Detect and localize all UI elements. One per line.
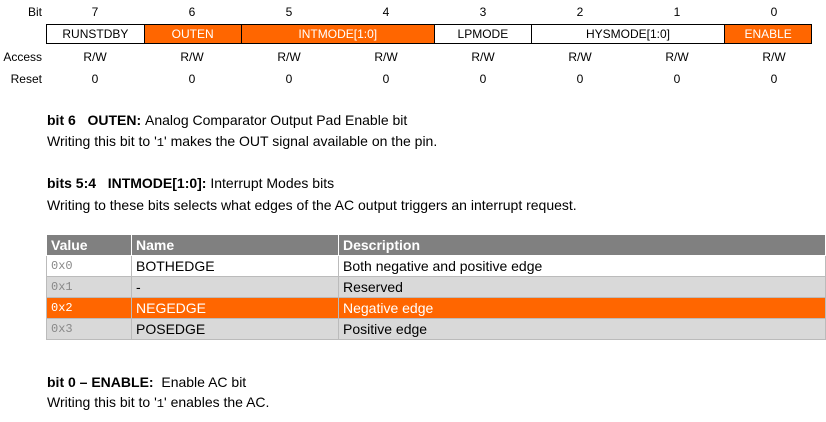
reset-value: 0: [188, 72, 196, 86]
reset-value: 0: [382, 72, 390, 86]
access-value: R/W: [83, 50, 107, 64]
enable-title: Enable AC bit: [161, 374, 247, 390]
cell-name: NEGEDGE: [132, 298, 339, 319]
intmode-title: Interrupt Modes bits: [210, 175, 335, 191]
bit-number: 1: [673, 5, 681, 19]
field-lpmode: LPMODE: [435, 25, 532, 43]
intmode-bit-label: bits 5:4: [47, 175, 97, 191]
column-header-description: Description: [339, 235, 826, 256]
outen-desc-text-end: ' makes the OUT signal available on the pin.: [164, 133, 438, 149]
enable-desc-text-end: ' enables the AC.: [164, 394, 270, 410]
cell-name: POSEDGE: [132, 319, 339, 340]
outen-field-name: OUTEN:: [87, 112, 142, 128]
cell-value: 0x1: [47, 277, 132, 298]
cell-description: Both negative and positive edge: [339, 256, 826, 277]
field-hysmode: HYSMODE[1:0]: [532, 25, 726, 43]
access-row-label: Access: [3, 50, 42, 64]
intmode-description: Writing to these bits selects what edges of the AC output triggers an interrupt request.: [47, 197, 577, 213]
access-value: R/W: [471, 50, 495, 64]
cell-description: Reserved: [339, 277, 826, 298]
outen-title: Analog Comparator Output Pad Enable bit: [145, 112, 408, 128]
reset-value: 0: [91, 72, 99, 86]
reset-value: 0: [479, 72, 487, 86]
access-value: R/W: [762, 50, 786, 64]
access-value: R/W: [180, 50, 204, 64]
reset-value: 0: [285, 72, 293, 86]
field-intmode: INTMODE[1:0]: [242, 25, 436, 43]
field-outen: OUTEN: [145, 25, 242, 43]
bit-number: 3: [479, 5, 487, 19]
intmode-field-name: INTMODE[1:0]:: [107, 175, 207, 191]
bit-number: 6: [188, 5, 196, 19]
table-row: [47, 256, 826, 277]
enable-desc-code: 1: [156, 397, 164, 411]
intmode-heading: [47, 175, 334, 192]
access-value: R/W: [277, 50, 301, 64]
bit-row-label: Bit: [27, 5, 42, 19]
reset-value: 0: [673, 72, 681, 86]
outen-description: [47, 133, 437, 152]
outen-desc-code: 1: [156, 136, 164, 150]
reset-value: 0: [770, 72, 778, 86]
outen-bit-label: bit 6: [47, 112, 76, 128]
bit-number: 4: [382, 5, 390, 19]
table-row: [47, 319, 826, 340]
outen-desc-text: Writing this bit to ': [47, 133, 157, 149]
cell-value: 0x2: [47, 298, 132, 319]
outen-heading: [47, 112, 407, 129]
table-header-row: [47, 235, 826, 256]
cell-description: Negative edge: [339, 298, 826, 319]
reset-value: 0: [576, 72, 584, 86]
field-runstdby: RUNSTDBY: [47, 25, 145, 43]
enable-desc-text: Writing this bit to ': [47, 394, 157, 410]
column-header-value: Value: [47, 235, 132, 256]
cell-name: BOTHEDGE: [132, 256, 339, 277]
table-row: [47, 277, 826, 298]
access-value: R/W: [374, 50, 398, 64]
cell-value: 0x0: [47, 256, 132, 277]
register-field-table: [46, 24, 812, 44]
table-row-highlighted: [47, 298, 826, 319]
bit-number: 0: [770, 5, 778, 19]
enable-bit-label: bit 0 – ENABLE:: [47, 374, 154, 390]
cell-description: Positive edge: [339, 319, 826, 340]
reset-row-label: Reset: [10, 72, 42, 86]
cell-name: -: [132, 277, 339, 298]
bit-number: 5: [285, 5, 293, 19]
column-header-name: Name: [132, 235, 339, 256]
intmode-value-table: [46, 234, 826, 340]
bit-number: 2: [576, 5, 584, 19]
bit-number: 7: [91, 5, 99, 19]
enable-heading: [47, 374, 246, 391]
access-value: R/W: [665, 50, 689, 64]
field-enable: ENABLE: [725, 25, 811, 43]
enable-description: [47, 394, 269, 413]
access-value: R/W: [568, 50, 592, 64]
cell-value: 0x3: [47, 319, 132, 340]
